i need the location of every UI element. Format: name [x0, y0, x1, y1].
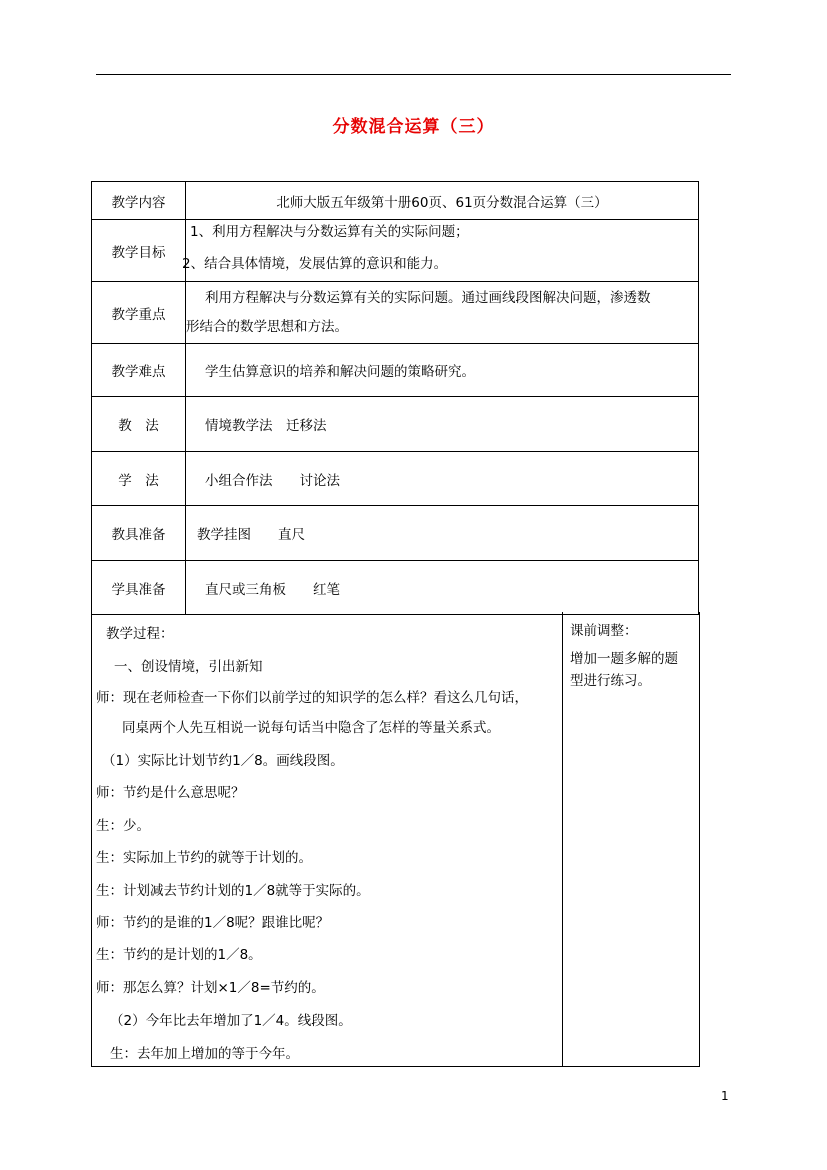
- row-teacher-tools: [92, 506, 699, 561]
- process-line: 师：那怎么算？计划×1／8=节约的。: [96, 980, 325, 996]
- process-line: 师：节约的是谁的1／8呢？跟谁比呢？: [96, 915, 330, 931]
- row-difficulty: [92, 344, 699, 397]
- value-student-tools: 直尺或三角板 红笔: [186, 561, 699, 615]
- process-line: 生：少。: [96, 818, 150, 834]
- goal-line-1: 1、利用方程解决与分数运算有关的实际问题；: [190, 223, 469, 240]
- process-line: 一、创设情境，引出新知: [114, 659, 263, 675]
- key-line-1: 利用方程解决与分数运算有关的实际问题。通过画线段图解决问题，渗透数: [205, 289, 651, 306]
- row-goals: [92, 220, 699, 282]
- label-learn-method: 学 法: [92, 452, 186, 506]
- row-teach-method: [92, 397, 699, 452]
- label-goals: 教学目标: [92, 220, 186, 282]
- value-learn-method: 小组合作法 讨论法: [186, 452, 699, 506]
- column-divider: [562, 612, 563, 1066]
- value-content: 北师大版五年级第十册60页、61页分数混合运算（三）: [186, 182, 699, 220]
- label-teacher-tools: 教具准备: [92, 506, 186, 561]
- label-difficulty: 教学难点: [92, 344, 186, 397]
- process-line: （1）实际比计划节约1／8。画线段图。: [102, 753, 344, 769]
- teaching-process-section: [91, 612, 700, 1067]
- row-key: [92, 282, 699, 344]
- process-line: 生：实际加上节约的就等于计划的。: [96, 850, 312, 866]
- goal-line-2: 2、结合具体情境，发展估算的意识和能力。: [182, 255, 448, 272]
- process-line: 师：节约是什么意思呢？: [96, 785, 245, 801]
- label-student-tools: 学具准备: [92, 561, 186, 615]
- process-line: 师：现在老师检查一下你们以前学过的知识学的怎么样？看这么几句话，: [96, 690, 528, 706]
- label-content: 教学内容: [92, 182, 186, 220]
- adjust-line-1: 增加一题多解的题: [570, 651, 678, 667]
- label-teach-method: 教 法: [92, 397, 186, 452]
- value-key: [186, 282, 699, 344]
- value-goals: [182, 220, 699, 282]
- header-rule: [96, 74, 731, 75]
- process-line: 生：去年加上增加的等于今年。: [110, 1046, 299, 1062]
- value-teach-method: 情境教学法 迁移法: [186, 397, 699, 452]
- process-line: 生：节约的是计划的1／8。: [96, 947, 262, 963]
- row-content: [92, 182, 699, 220]
- process-line: 生：计划减去节约计划的1／8就等于实际的。: [96, 883, 370, 899]
- page-number: 1: [721, 1089, 729, 1103]
- lesson-info-table: [91, 181, 699, 615]
- row-learn-method: [92, 452, 699, 506]
- row-student-tools: [92, 561, 699, 615]
- key-line-2: 形结合的数学思想和方法。: [186, 318, 348, 335]
- label-key: 教学重点: [92, 282, 186, 344]
- value-difficulty: 学生估算意识的培养和解决问题的策略研究。: [186, 344, 699, 397]
- adjust-heading: 课前调整：: [570, 623, 638, 639]
- adjust-line-2: 型进行练习。: [570, 673, 651, 689]
- value-teacher-tools: 教学挂图 直尺: [186, 506, 699, 561]
- process-heading: 教学过程：: [106, 626, 174, 642]
- document-title: 分数混合运算（三）: [332, 117, 495, 137]
- pre-class-adjustment: [570, 622, 696, 690]
- process-line: 同桌两个人先互相说一说每句话当中隐含了怎样的等量关系式。: [122, 720, 500, 736]
- process-line: （2）今年比去年增加了1／4。线段图。: [110, 1013, 352, 1029]
